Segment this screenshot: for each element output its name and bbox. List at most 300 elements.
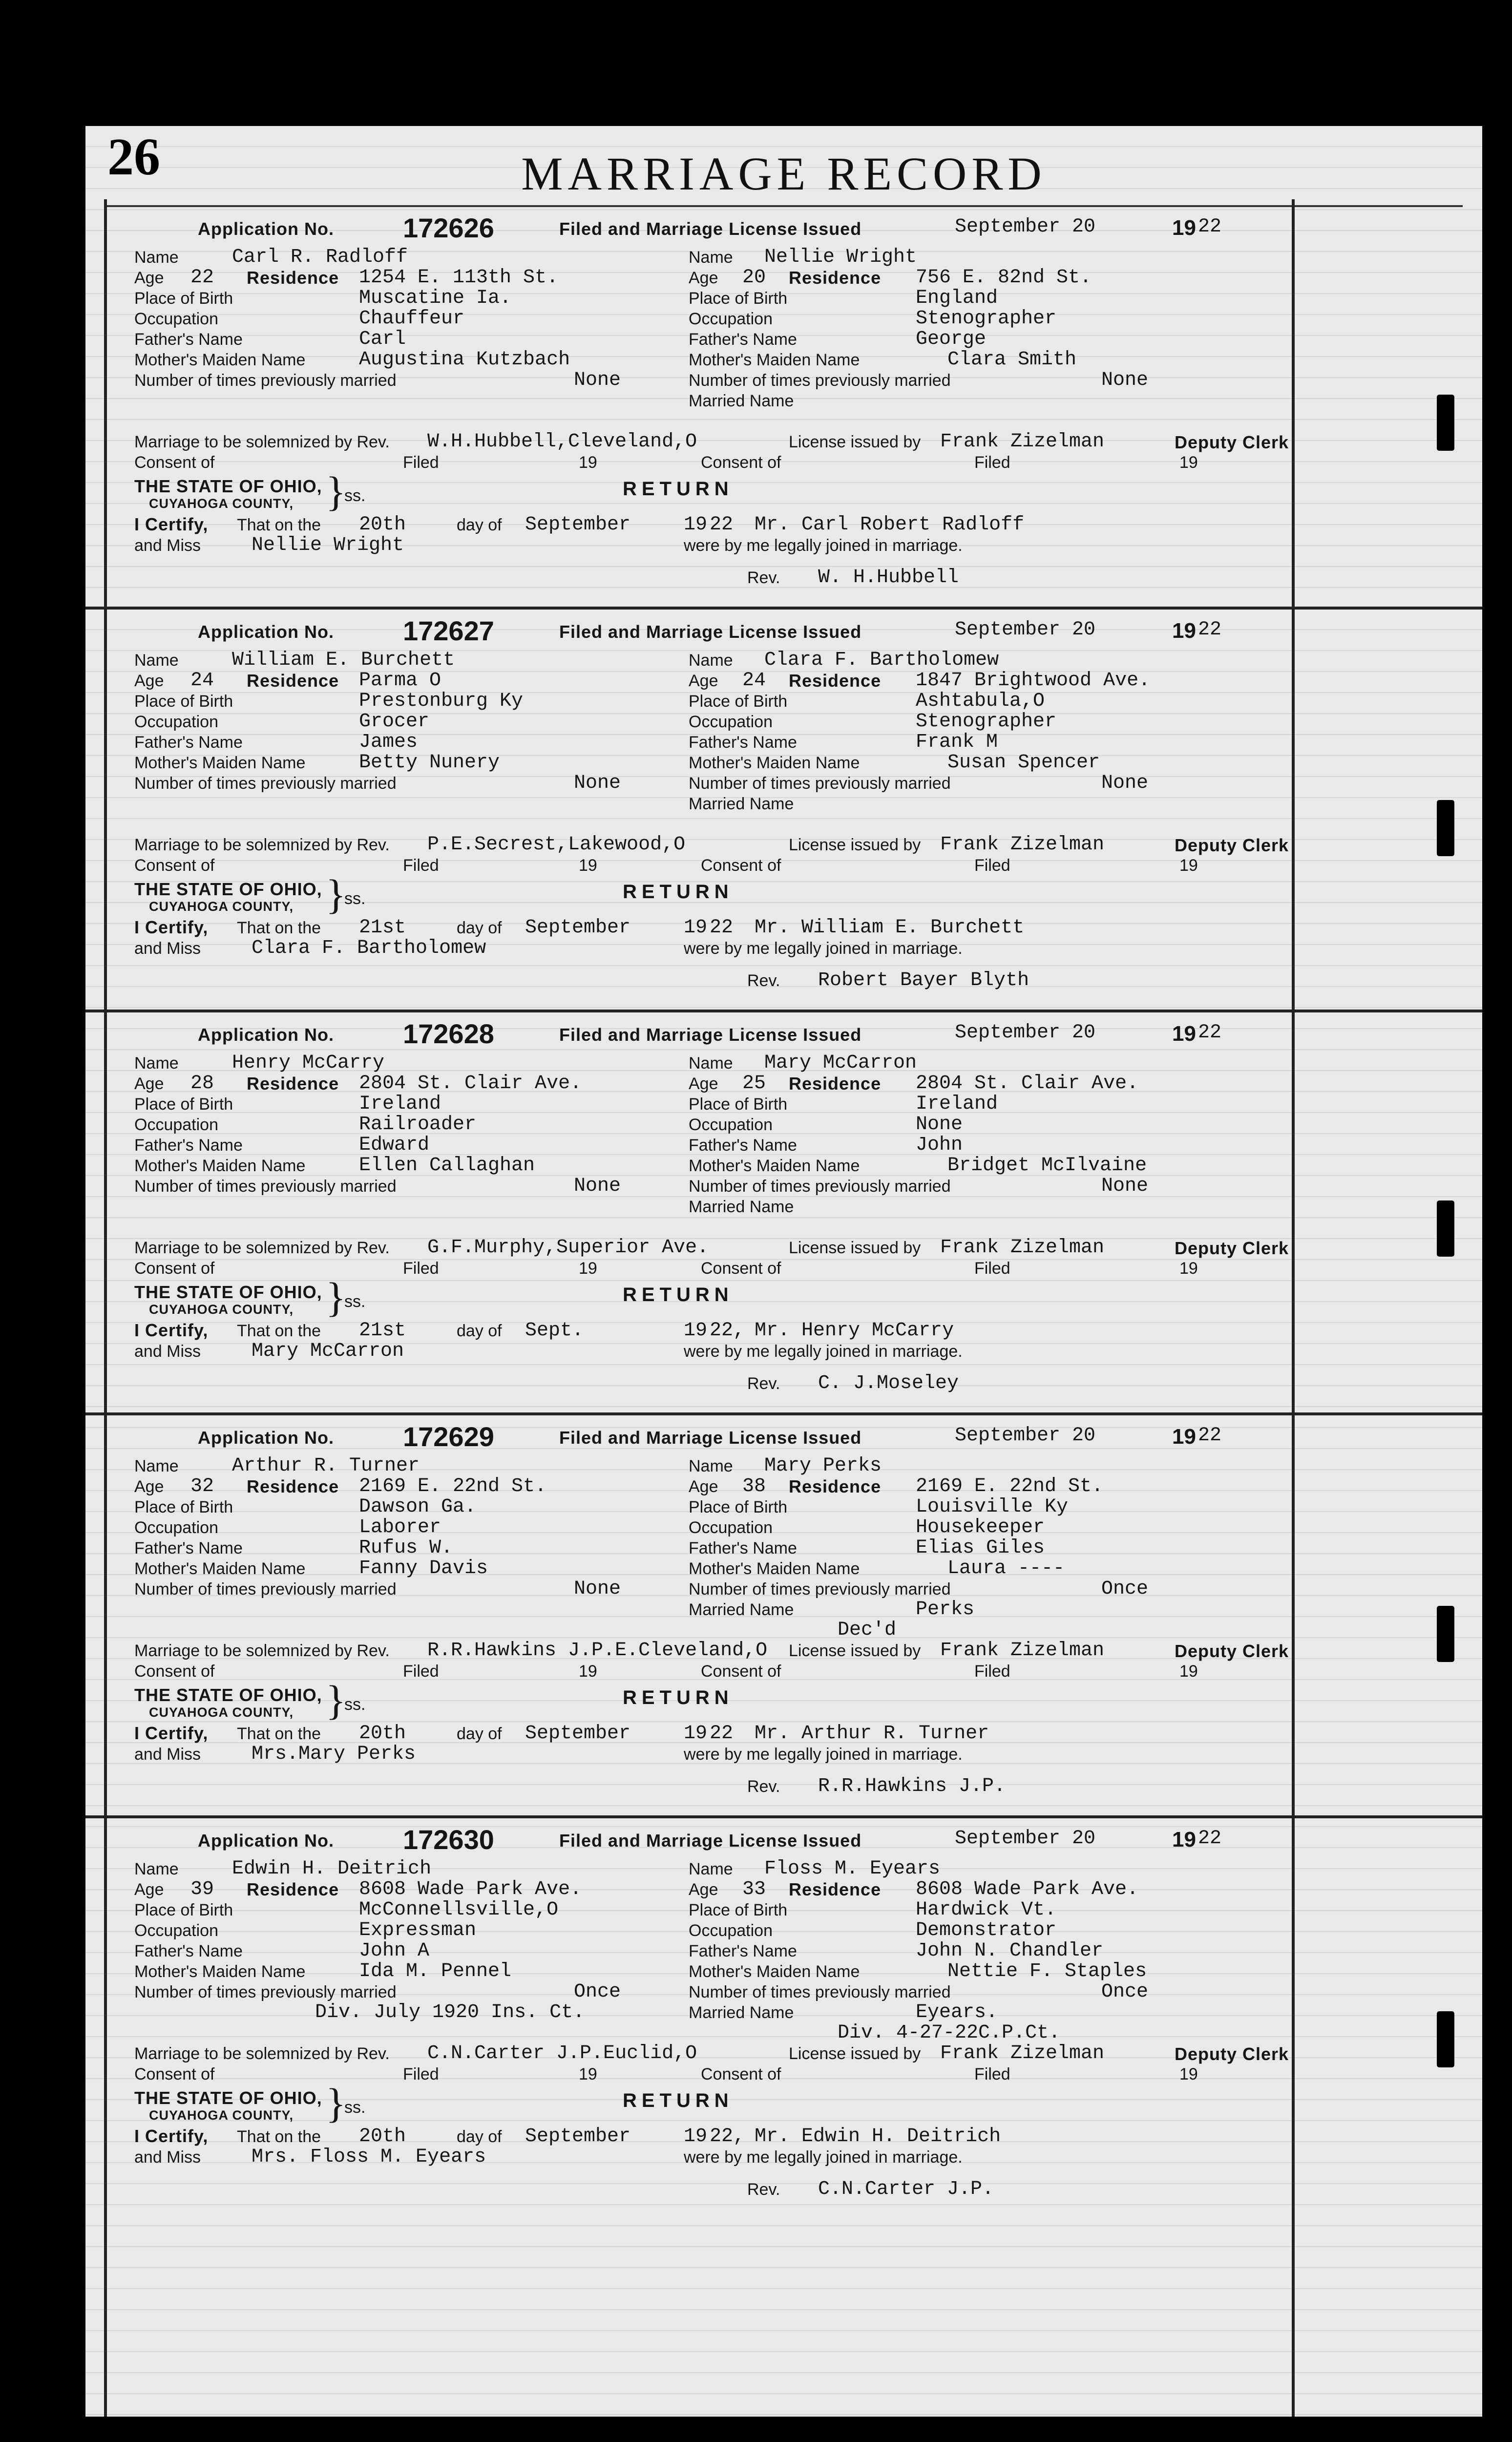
groom-occupation: Laborer <box>359 1516 441 1538</box>
groom-name: Arthur R. Turner <box>232 1455 420 1477</box>
bride-age-label: Age <box>689 1477 718 1496</box>
index-tab <box>1437 2011 1454 2067</box>
bride-occupation-label: Occupation <box>689 713 773 731</box>
bride-father: John <box>916 1134 963 1156</box>
application-number: 172627 <box>403 615 494 646</box>
bride-age-label: Age <box>689 1880 718 1899</box>
bride-filed-year: 19 <box>1179 2065 1198 2084</box>
bride-father-label: Father's Name <box>689 1539 797 1558</box>
that-on-label: That on the <box>237 516 321 534</box>
state-label: THE STATE OF OHIO, <box>134 1282 322 1302</box>
brace-icon: } <box>326 871 346 918</box>
marriage-record <box>85 1415 1482 1818</box>
cert-groom: Mr. Henry McCarry <box>755 1320 954 1342</box>
bride-occupation-label: Occupation <box>689 1518 773 1537</box>
bride-times-label: Number of times previously married <box>689 1580 951 1599</box>
groom-birthplace: McConnellsville,O <box>359 1899 559 1921</box>
bride-occupation: Housekeeper <box>916 1516 1045 1538</box>
groom-occupation: Expressman <box>359 1919 477 1941</box>
groom-birthplace-label: Place of Birth <box>134 1901 233 1919</box>
cert-year-prefix: 19 <box>684 2126 708 2147</box>
bride-birthplace: Hardwick Vt. <box>916 1899 1057 1921</box>
cert-year: 22, <box>710 2126 745 2147</box>
bride-name: Mary McCarron <box>764 1052 917 1074</box>
groom-filed-year: 19 <box>579 1259 597 1278</box>
signature: W. H.Hubbell <box>818 567 959 589</box>
application-number: 172626 <box>403 212 494 243</box>
bride-father: George <box>916 328 987 350</box>
bride-mother: Susan Spencer <box>947 752 1100 774</box>
county-label: CUYAHOGA COUNTY, <box>149 899 294 914</box>
groom-birthplace-label: Place of Birth <box>134 289 233 308</box>
groom-age: 24 <box>190 670 214 692</box>
day-of-label: day of <box>457 516 502 534</box>
bride-consent-label: Consent of <box>701 1662 781 1681</box>
bride-note: Dec'd <box>838 1619 897 1641</box>
cert-month: Sept. <box>525 1320 584 1342</box>
bride-times-label: Number of times previously married <box>689 1983 951 2001</box>
solemnized-label: Marriage to be solemnized by Rev. <box>134 1642 390 1660</box>
groom-name-label: Name <box>134 1860 179 1878</box>
county-label: CUYAHOGA COUNTY, <box>149 496 294 511</box>
bride-occupation: Stenographer <box>916 308 1057 330</box>
groom-father-label: Father's Name <box>134 1942 243 1960</box>
index-tab <box>1437 1200 1454 1257</box>
application-number: 172628 <box>403 1018 494 1049</box>
clerk: Frank Zizelman <box>940 834 1105 856</box>
bride-times-label: Number of times previously married <box>689 774 951 793</box>
cert-groom: Mr. William E. Burchett <box>755 917 1025 939</box>
groom-consent-label: Consent of <box>134 2065 215 2084</box>
bride-times-married: None <box>1101 1175 1149 1197</box>
groom-residence-label: Residence <box>247 1476 339 1496</box>
bride-filed-label: Filed <box>974 2065 1010 2084</box>
officiant: G.F.Murphy,Superior Ave. <box>427 1237 709 1259</box>
license-by-label: License issued by <box>789 836 921 854</box>
bride-age: 38 <box>742 1475 766 1497</box>
bride-birthplace: Ireland <box>916 1093 998 1115</box>
groom-occupation-label: Occupation <box>134 713 218 731</box>
groom-times-married: Once <box>574 1981 621 2003</box>
cert-month: September <box>525 2126 631 2147</box>
groom-residence-label: Residence <box>247 671 339 691</box>
bride-mother-label: Mother's Maiden Name <box>689 351 860 369</box>
bride-name: Nellie Wright <box>764 246 917 268</box>
joined-label: were by me legally joined in marriage. <box>684 2148 963 2167</box>
groom-residence: 2169 E. 22nd St. <box>359 1475 547 1497</box>
groom-name-label: Name <box>134 651 179 670</box>
day-of-label: day of <box>457 2127 502 2146</box>
brace-icon: } <box>326 2080 346 2126</box>
cert-day: 20th <box>359 2126 406 2147</box>
rev-label: Rev. <box>747 971 780 990</box>
bride-residence-label: Residence <box>789 1074 882 1094</box>
bride-age-label: Age <box>689 269 718 287</box>
application-label: Application No. <box>198 1831 334 1851</box>
year-suffix: 22 <box>1198 1828 1222 1850</box>
joined-label: were by me legally joined in marriage. <box>684 939 963 958</box>
certify-label: I Certify, <box>134 514 209 534</box>
groom-age: 32 <box>190 1475 214 1497</box>
cert-groom: Mr. Edwin H. Deitrich <box>755 2126 1001 2147</box>
deputy-clerk-label: Deputy Clerk <box>1175 835 1289 855</box>
groom-residence-label: Residence <box>247 1879 339 1899</box>
deputy-clerk-label: Deputy Clerk <box>1175 1641 1289 1661</box>
bride-filed-label: Filed <box>974 453 1010 472</box>
page-number: 26 <box>107 128 160 186</box>
bride-birthplace: Louisville Ky <box>916 1496 1069 1518</box>
bride-birthplace: England <box>916 287 998 309</box>
bride-mother-label: Mother's Maiden Name <box>689 754 860 772</box>
cert-year: 22 <box>710 1723 734 1745</box>
year-prefix: 19 <box>1172 1022 1196 1046</box>
index-tab <box>1437 395 1454 451</box>
solemnized-label: Marriage to be solemnized by Rev. <box>134 2044 390 2063</box>
bride-occupation-label: Occupation <box>689 310 773 328</box>
groom-filed-label: Filed <box>403 453 439 472</box>
groom-mother-label: Mother's Maiden Name <box>134 1157 306 1175</box>
groom-filed-label: Filed <box>403 2065 439 2084</box>
joined-label: were by me legally joined in marriage. <box>684 1342 963 1361</box>
ss-label: ss. <box>344 889 366 908</box>
bride-married-name: Perks <box>916 1599 975 1621</box>
bride-consent-label: Consent of <box>701 856 781 875</box>
bride-mother: Nettie F. Staples <box>947 1960 1147 1982</box>
cert-day: 21st <box>359 917 406 939</box>
bride-occupation-label: Occupation <box>689 1116 773 1134</box>
cert-year: 22 <box>710 917 734 939</box>
groom-age-label: Age <box>134 672 164 690</box>
that-on-label: That on the <box>237 919 321 937</box>
groom-birthplace: Dawson Ga. <box>359 1496 477 1518</box>
bride-father-label: Father's Name <box>689 1136 797 1155</box>
officiant: R.R.Hawkins J.P.E.Cleveland,O <box>427 1640 768 1662</box>
application-label: Application No. <box>198 219 334 239</box>
bride-birthplace-label: Place of Birth <box>689 1901 788 1919</box>
groom-birthplace: Prestonburg Ky <box>359 690 524 712</box>
groom-occupation-label: Occupation <box>134 310 218 328</box>
groom-residence-label: Residence <box>247 268 339 288</box>
cert-bride: Mrs. Floss M. Eyears <box>252 2146 486 2168</box>
bride-name: Floss M. Eyears <box>764 1858 941 1880</box>
groom-age: 22 <box>190 267 214 289</box>
county-label: CUYAHOGA COUNTY, <box>149 1302 294 1317</box>
bride-filed-year: 19 <box>1179 453 1198 472</box>
bride-birthplace-label: Place of Birth <box>689 1498 788 1516</box>
signature: Robert Bayer Blyth <box>818 969 1029 991</box>
bride-residence: 8608 Wade Park Ave. <box>916 1878 1139 1900</box>
bride-father: Elias Giles <box>916 1537 1045 1559</box>
groom-consent-label: Consent of <box>134 856 215 875</box>
groom-name: William E. Burchett <box>232 649 455 671</box>
bride-occupation: Demonstrator <box>916 1919 1057 1941</box>
state-label: THE STATE OF OHIO, <box>134 1685 322 1705</box>
groom-age-label: Age <box>134 1074 164 1093</box>
bride-age: 24 <box>742 670 766 692</box>
groom-filed-label: Filed <box>403 856 439 875</box>
year-prefix: 19 <box>1172 1425 1196 1449</box>
groom-filed-label: Filed <box>403 1662 439 1681</box>
bride-name-label: Name <box>689 248 733 267</box>
groom-residence: 1254 E. 113th St. <box>359 267 559 289</box>
marriage-record <box>85 610 1482 1012</box>
bride-married-name-label: Married Name <box>689 1600 794 1619</box>
groom-occupation-label: Occupation <box>134 1518 218 1537</box>
and-miss-label: and Miss <box>134 939 201 958</box>
groom-mother: Betty Nunery <box>359 752 500 774</box>
bride-filed-year: 19 <box>1179 1259 1198 1278</box>
cert-year: 22 <box>710 514 734 536</box>
clerk: Frank Zizelman <box>940 431 1105 453</box>
bride-residence-label: Residence <box>789 1476 882 1496</box>
application-label: Application No. <box>198 622 334 642</box>
bride-mother-label: Mother's Maiden Name <box>689 1962 860 1981</box>
index-tab <box>1437 800 1454 856</box>
brace-icon: } <box>326 1677 346 1724</box>
issued-date: September 20 <box>955 216 1096 238</box>
groom-father: Carl <box>359 328 406 350</box>
bride-filed-label: Filed <box>974 1259 1010 1278</box>
application-number: 172629 <box>403 1421 494 1452</box>
bride-married-name-label: Married Name <box>689 2003 794 2022</box>
groom-times-label: Number of times previously married <box>134 1983 397 2001</box>
groom-times-married: None <box>574 772 621 794</box>
cert-day: 20th <box>359 514 406 536</box>
groom-consent-label: Consent of <box>134 453 215 472</box>
state-label: THE STATE OF OHIO, <box>134 476 322 496</box>
bride-residence: 756 E. 82nd St. <box>916 267 1092 289</box>
solemnized-label: Marriage to be solemnized by Rev. <box>134 836 390 854</box>
groom-father-label: Father's Name <box>134 1539 243 1558</box>
groom-times-label: Number of times previously married <box>134 1580 397 1599</box>
year-prefix: 19 <box>1172 216 1196 240</box>
groom-father: James <box>359 731 418 753</box>
cert-day: 21st <box>359 1320 406 1342</box>
year-prefix: 19 <box>1172 1828 1196 1852</box>
cert-year-prefix: 19 <box>684 1723 708 1745</box>
groom-birthplace: Muscatine Ia. <box>359 287 512 309</box>
issued-date: September 20 <box>955 1022 1096 1044</box>
groom-birthplace-label: Place of Birth <box>134 1095 233 1114</box>
bride-birthplace: Ashtabula,O <box>916 690 1045 712</box>
signature: C.N.Carter J.P. <box>818 2178 994 2200</box>
clerk: Frank Zizelman <box>940 1640 1105 1662</box>
bride-filed-year: 19 <box>1179 1662 1198 1681</box>
bride-name-label: Name <box>689 1457 733 1475</box>
groom-birthplace-label: Place of Birth <box>134 692 233 711</box>
groom-occupation-label: Occupation <box>134 1921 218 1940</box>
groom-age: 28 <box>190 1073 214 1095</box>
and-miss-label: and Miss <box>134 1745 201 1764</box>
county-label: CUYAHOGA COUNTY, <box>149 2108 294 2123</box>
day-of-label: day of <box>457 919 502 937</box>
day-of-label: day of <box>457 1322 502 1340</box>
filed-issued-label: Filed and Marriage License Issued <box>559 219 862 239</box>
issued-date: September 20 <box>955 1828 1096 1850</box>
bride-age-label: Age <box>689 1074 718 1093</box>
groom-times-label: Number of times previously married <box>134 1177 397 1196</box>
bride-residence: 2804 St. Clair Ave. <box>916 1073 1139 1095</box>
groom-mother: Augustina Kutzbach <box>359 349 570 371</box>
groom-consent-label: Consent of <box>134 1259 215 1278</box>
bride-times-married: None <box>1101 772 1149 794</box>
day-of-label: day of <box>457 1725 502 1743</box>
bride-birthplace-label: Place of Birth <box>689 289 788 308</box>
rev-label: Rev. <box>747 1374 780 1393</box>
filed-issued-label: Filed and Marriage License Issued <box>559 1428 862 1448</box>
bride-consent-label: Consent of <box>701 2065 781 2084</box>
certify-label: I Certify, <box>134 1320 209 1340</box>
cert-month: September <box>525 1723 631 1745</box>
state-label: THE STATE OF OHIO, <box>134 879 322 899</box>
and-miss-label: and Miss <box>134 536 201 555</box>
return-heading: RETURN <box>623 478 734 500</box>
groom-occupation: Grocer <box>359 711 430 733</box>
bride-married-name-label: Married Name <box>689 1198 794 1216</box>
that-on-label: That on the <box>237 1725 321 1743</box>
cert-year-prefix: 19 <box>684 1320 708 1342</box>
bride-filed-year: 19 <box>1179 856 1198 875</box>
year-suffix: 22 <box>1198 216 1222 238</box>
ss-label: ss. <box>344 486 366 505</box>
return-heading: RETURN <box>623 881 734 903</box>
certify-label: I Certify, <box>134 2126 209 2146</box>
groom-father-label: Father's Name <box>134 330 243 349</box>
bride-consent-label: Consent of <box>701 453 781 472</box>
license-by-label: License issued by <box>789 433 921 451</box>
groom-times-label: Number of times previously married <box>134 371 397 390</box>
cert-month: September <box>525 917 631 939</box>
bride-name-label: Name <box>689 1860 733 1878</box>
groom-father: John A <box>359 1940 430 1962</box>
groom-name-label: Name <box>134 248 179 267</box>
groom-age: 39 <box>190 1878 214 1900</box>
cert-bride: Clara F. Bartholomew <box>252 937 486 959</box>
cert-year-prefix: 19 <box>684 514 708 536</box>
bride-age: 33 <box>742 1878 766 1900</box>
groom-residence-label: Residence <box>247 1074 339 1094</box>
marriage-record <box>85 1818 1482 2221</box>
bride-occupation: Stenographer <box>916 711 1057 733</box>
year-suffix: 22 <box>1198 1425 1222 1447</box>
license-by-label: License issued by <box>789 1239 921 1257</box>
groom-name: Henry McCarry <box>232 1052 385 1074</box>
bride-residence: 1847 Brightwood Ave. <box>916 670 1151 692</box>
bride-mother: Laura ---- <box>947 1558 1065 1579</box>
bride-name: Mary Perks <box>764 1455 882 1477</box>
bride-father-label: Father's Name <box>689 330 797 349</box>
groom-age-label: Age <box>134 1880 164 1899</box>
bride-father-label: Father's Name <box>689 733 797 752</box>
rev-label: Rev. <box>747 568 780 587</box>
county-label: CUYAHOGA COUNTY, <box>149 1705 294 1720</box>
groom-times-married: None <box>574 1175 621 1197</box>
bride-married-name: Eyears. <box>916 2001 998 2023</box>
cert-bride: Mary McCarron <box>252 1340 404 1362</box>
application-label: Application No. <box>198 1025 334 1045</box>
cert-bride: Mrs.Mary Perks <box>252 1743 416 1765</box>
ledger-page <box>85 126 1482 2417</box>
brace-icon: } <box>326 1274 346 1321</box>
groom-father: Rufus W. <box>359 1537 453 1559</box>
bride-residence-label: Residence <box>789 671 882 691</box>
groom-father-label: Father's Name <box>134 1136 243 1155</box>
bride-age: 25 <box>742 1073 766 1095</box>
groom-name: Carl R. Radloff <box>232 246 408 268</box>
groom-times-married: None <box>574 1578 621 1600</box>
officiant: W.H.Hubbell,Cleveland,O <box>427 431 697 453</box>
joined-label: were by me legally joined in marriage. <box>684 536 963 555</box>
bride-name-label: Name <box>689 651 733 670</box>
bride-father: Frank M <box>916 731 998 753</box>
groom-mother: Fanny Davis <box>359 1558 488 1579</box>
bride-mother-label: Mother's Maiden Name <box>689 1157 860 1175</box>
cert-year: 22, <box>710 1320 745 1342</box>
bride-mother: Clara Smith <box>947 349 1077 371</box>
license-by-label: License issued by <box>789 1642 921 1660</box>
deputy-clerk-label: Deputy Clerk <box>1175 2044 1289 2064</box>
index-tab <box>1437 1606 1454 1662</box>
marriage-record <box>85 207 1482 610</box>
marriage-record <box>85 1012 1482 1415</box>
groom-mother-label: Mother's Maiden Name <box>134 1559 306 1578</box>
bride-times-label: Number of times previously married <box>689 371 951 390</box>
groom-residence: 2804 St. Clair Ave. <box>359 1073 582 1095</box>
officiant: P.E.Secrest,Lakewood,O <box>427 834 686 856</box>
groom-mother: Ellen Callaghan <box>359 1155 535 1177</box>
that-on-label: That on the <box>237 1322 321 1340</box>
bride-times-label: Number of times previously married <box>689 1177 951 1196</box>
bride-residence-label: Residence <box>789 268 882 288</box>
cert-year-prefix: 19 <box>684 917 708 939</box>
groom-father-label: Father's Name <box>134 733 243 752</box>
cert-month: September <box>525 514 631 536</box>
solemnized-label: Marriage to be solemnized by Rev. <box>134 433 390 451</box>
groom-age-label: Age <box>134 269 164 287</box>
bride-mother-label: Mother's Maiden Name <box>689 1559 860 1578</box>
groom-age-label: Age <box>134 1477 164 1496</box>
bride-name: Clara F. Bartholomew <box>764 649 999 671</box>
bride-name-label: Name <box>689 1054 733 1073</box>
groom-filed-year: 19 <box>579 2065 597 2084</box>
groom-note: Div. July 1920 Ins. Ct. <box>315 2001 585 2023</box>
groom-mother-label: Mother's Maiden Name <box>134 351 306 369</box>
application-label: Application No. <box>198 1428 334 1448</box>
groom-birthplace-label: Place of Birth <box>134 1498 233 1516</box>
groom-residence: 8608 Wade Park Ave. <box>359 1878 582 1900</box>
groom-mother-label: Mother's Maiden Name <box>134 754 306 772</box>
groom-times-label: Number of times previously married <box>134 774 397 793</box>
groom-mother: Ida M. Pennel <box>359 1960 512 1982</box>
bride-residence-label: Residence <box>789 1879 882 1899</box>
bride-note: Div. 4-27-22C.P.Ct. <box>838 2022 1061 2044</box>
ss-label: ss. <box>344 1292 366 1311</box>
filed-issued-label: Filed and Marriage License Issued <box>559 622 862 642</box>
brace-icon: } <box>326 468 346 515</box>
return-heading: RETURN <box>623 1687 734 1708</box>
groom-father: Edward <box>359 1134 430 1156</box>
and-miss-label: and Miss <box>134 2148 201 2167</box>
bride-filed-label: Filed <box>974 856 1010 875</box>
issued-date: September 20 <box>955 1425 1096 1447</box>
bride-father: John N. Chandler <box>916 1940 1104 1962</box>
page-title: MARRIAGE RECORD <box>521 147 1047 200</box>
bride-times-married: Once <box>1101 1578 1149 1600</box>
ss-label: ss. <box>344 1695 366 1714</box>
bride-consent-label: Consent of <box>701 1259 781 1278</box>
signature: R.R.Hawkins J.P. <box>818 1775 1006 1797</box>
that-on-label: That on the <box>237 2127 321 2146</box>
